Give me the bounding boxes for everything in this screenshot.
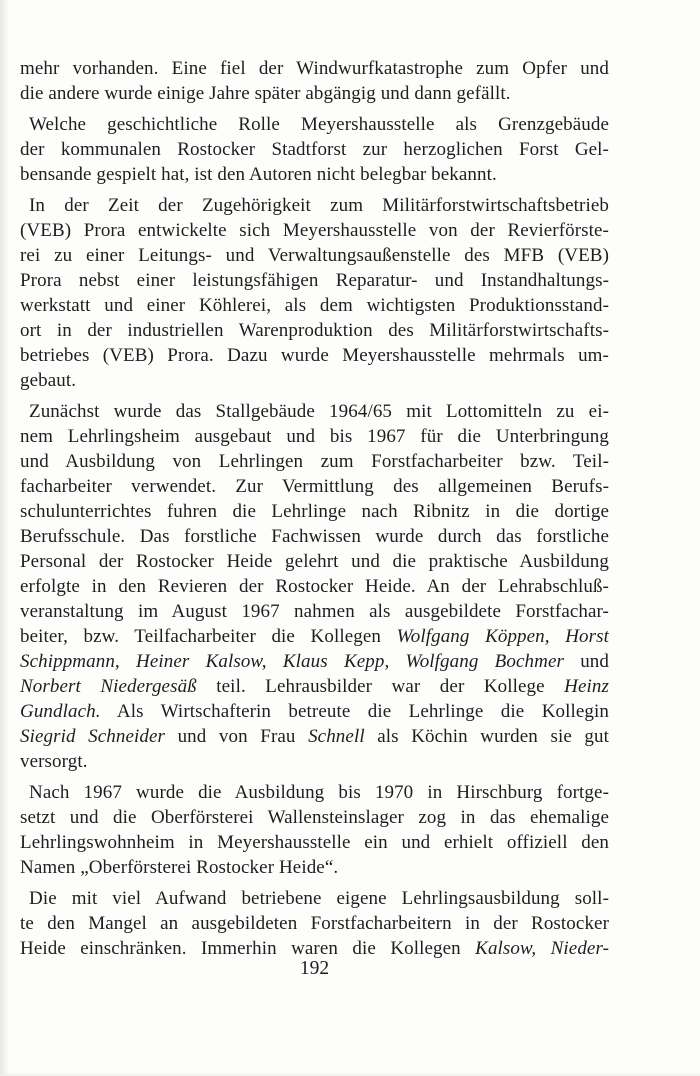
text-segment: Zunächst wurde das Stallgebäude 1964/65 mit Lottomitteln zu ei- bbox=[29, 401, 609, 422]
page-number: 192 bbox=[299, 958, 330, 979]
text-segment: Als Wirtschafterin betreute die Lehrlinge die Kollegin bbox=[100, 701, 609, 722]
text-block bbox=[20, 56, 609, 967]
text-segment: (VEB) Prora entwickelte sich Meyershausstelle von der Revierförste- bbox=[20, 220, 609, 241]
text-segment: bensande gespielt hat, ist den Autoren nicht belegbar bekannt. bbox=[20, 164, 497, 185]
text-line bbox=[20, 805, 609, 830]
text-segment: Namen „Oberförsterei Rostocker Heide“. bbox=[20, 857, 339, 878]
text-line bbox=[20, 886, 609, 911]
text-line bbox=[20, 318, 609, 343]
italic-text-segment: Norbert Niedergesäß bbox=[20, 676, 197, 697]
text-line bbox=[20, 81, 609, 106]
text-line bbox=[20, 649, 609, 674]
text-line bbox=[20, 780, 609, 805]
text-line bbox=[20, 424, 609, 449]
scan-edge-bottom bbox=[0, 1072, 700, 1076]
text-line bbox=[20, 343, 609, 368]
text-line bbox=[20, 268, 609, 293]
text-segment: In der Zeit der Zugehörigkeit zum Militärforstwirtschaftsbetrieb bbox=[29, 195, 609, 216]
text-segment: mehr vorhanden. Eine fiel der Windwurfkatastrophe zum Opfer und bbox=[20, 58, 609, 79]
text-line bbox=[20, 624, 609, 649]
text-segment: die andere wurde einige Jahre später abgängig und dann gefällt. bbox=[20, 83, 511, 104]
text-line bbox=[20, 112, 609, 137]
text-segment: Die mit viel Aufwand betriebene eigene Lehrlingsausbildung soll- bbox=[29, 888, 609, 909]
text-segment: ort in der industriellen Warenproduktion des Militärforstwirtschafts- bbox=[20, 320, 609, 341]
italic-text-segment: Wolfgang Köppen, Horst bbox=[396, 626, 609, 647]
text-segment: teil. Lehrausbilder war der Kollege bbox=[196, 676, 565, 697]
text-line bbox=[20, 162, 609, 187]
text-segment: beiter, bzw. Teilfacharbeiter die Kollegen bbox=[20, 626, 397, 647]
text-segment: schulunterrichtes fuhren die Lehrlinge nach Ribnitz in die dortige bbox=[20, 501, 609, 522]
text-line bbox=[20, 549, 609, 574]
text-line bbox=[20, 574, 609, 599]
text-line bbox=[20, 399, 609, 424]
text-segment: setzt und die Oberförsterei Wallensteinslager zog in das ehemalige bbox=[20, 807, 609, 828]
text-segment: erfolgte in den Revieren der Rostocker Heide. An der Lehrabschluß- bbox=[20, 576, 609, 597]
italic-text-segment: Kalsow, Nieder- bbox=[475, 938, 609, 959]
text-segment: betriebes (VEB) Prora. Dazu wurde Meyershausstelle mehrmals um- bbox=[20, 345, 609, 366]
italic-text-segment: Schnell bbox=[308, 726, 365, 747]
text-line bbox=[20, 524, 609, 549]
text-segment: der kommunalen Rostocker Stadtforst zur herzoglichen Forst Gel- bbox=[20, 139, 609, 160]
text-line bbox=[20, 599, 609, 624]
text-segment: Welche geschichtliche Rolle Meyershausstelle als Grenzgebäude bbox=[29, 114, 609, 135]
text-line bbox=[20, 368, 609, 393]
paragraph bbox=[20, 399, 609, 774]
text-segment: veranstaltung im August 1967 nahmen als ausgebildete Forstfachar- bbox=[20, 601, 609, 622]
text-segment: und bbox=[563, 651, 609, 672]
text-segment: versorgt. bbox=[20, 751, 88, 772]
text-line bbox=[20, 218, 609, 243]
text-line bbox=[20, 699, 609, 724]
text-segment: gebaut. bbox=[20, 370, 77, 391]
text-line bbox=[20, 830, 609, 855]
text-line bbox=[20, 724, 609, 749]
italic-text-segment: Schippmann, Heiner Kalsow, Klaus Kepp, Wolfgang Bochmer bbox=[20, 651, 564, 672]
text-line bbox=[20, 474, 609, 499]
text-segment: und von Frau bbox=[165, 726, 309, 747]
text-segment: und Ausbildung von Lehrlingen zum Forstfacharbeiter bzw. Teil- bbox=[20, 451, 609, 472]
italic-text-segment: Gundlach. bbox=[20, 701, 101, 722]
text-line bbox=[20, 293, 609, 318]
text-segment: Nach 1967 wurde die Ausbildung bis 1970 in Hirschburg fortge- bbox=[29, 782, 609, 803]
text-segment: Lehrlingswohnheim in Meyershausstelle ein und erhielt offiziell den bbox=[20, 832, 609, 853]
text-line bbox=[20, 749, 609, 774]
text-line bbox=[20, 449, 609, 474]
italic-text-segment: Siegrid Schneider bbox=[20, 726, 166, 747]
text-line bbox=[20, 193, 609, 218]
paragraph bbox=[20, 886, 609, 961]
text-segment: als Köchin wurden sie gut bbox=[364, 726, 609, 747]
text-line bbox=[20, 674, 609, 699]
text-line bbox=[20, 137, 609, 162]
text-segment: Heide einschränken. Immerhin waren die Kollegen bbox=[20, 938, 476, 959]
text-segment: nem Lehrlingsheim ausgebaut und bis 1967 für die Unterbringung bbox=[20, 426, 609, 447]
text-line bbox=[20, 499, 609, 524]
text-segment: rei zu einer Leitungs- und Verwaltungsaußenstelle des MFB (VEB) bbox=[20, 245, 609, 266]
paragraph bbox=[20, 56, 609, 106]
text-line bbox=[20, 243, 609, 268]
text-segment: te den Mangel an ausgebildeten Forstfacharbeitern in der Rostocker bbox=[20, 913, 609, 934]
text-line bbox=[20, 911, 609, 936]
text-segment: Prora nebst einer leistungsfähigen Reparatur- und Instandhaltungs- bbox=[20, 270, 609, 291]
text-line bbox=[20, 56, 609, 81]
italic-text-segment: Heinz bbox=[564, 676, 609, 697]
scan-edge-left bbox=[0, 0, 9, 1076]
paragraph bbox=[20, 780, 609, 880]
text-segment: Personal der Rostocker Heide gelehrt und die praktische Ausbildung bbox=[20, 551, 609, 572]
text-segment: Berufsschule. Das forstliche Fachwissen wurde durch das forstliche bbox=[20, 526, 609, 547]
paragraph bbox=[20, 112, 609, 187]
text-segment: werkstatt und einer Köhlerei, als dem wichtigsten Produktionsstand- bbox=[20, 295, 609, 316]
text-line bbox=[20, 855, 609, 880]
text-segment: facharbeiter verwendet. Zur Vermittlung des allgemeinen Berufs- bbox=[20, 476, 609, 497]
paragraph bbox=[20, 193, 609, 393]
